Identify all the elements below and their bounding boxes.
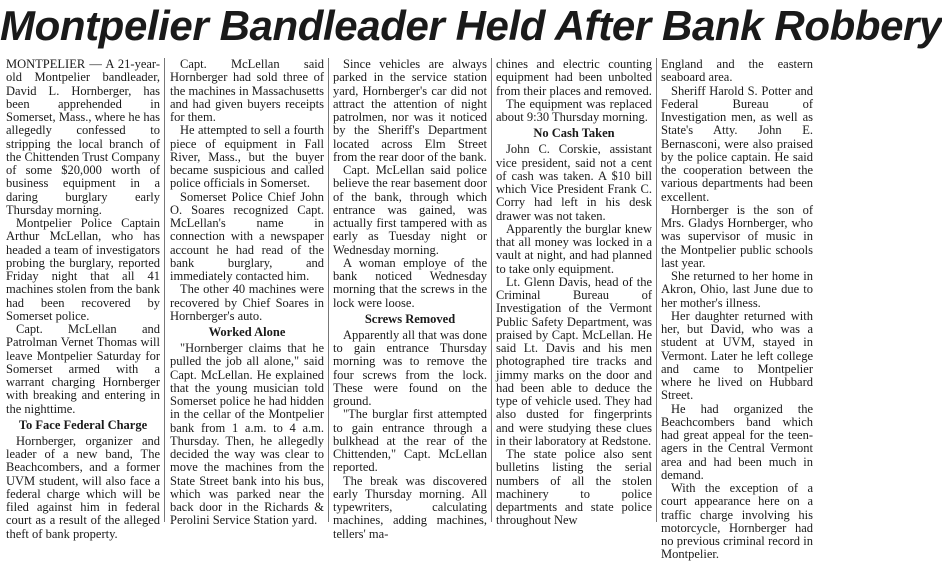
article-column-1 — [6, 57, 160, 541]
paragraph: Since vehicles are always parked in the service station yard, Hornberger's car did not attract the attention of night patrolmen, nor was it noticed by the Sheriff's Department located across Elm Street from the rear door of the bank. — [333, 57, 487, 164]
subhead-federal-charge: To Face Federal Charge — [18, 417, 148, 432]
paragraph: Somerset Police Chief John O. Soares recognized Capt. McLellan's name in connection with a newspaper account he had read of the bank burglary, and immediately contacted him. — [170, 189, 324, 283]
column-rule — [491, 58, 492, 522]
subhead-worked-alone: Worked Alone — [208, 325, 286, 339]
paragraph: Capt. McLellan said police believe the rear basement door of the bank, through which entrance was gained, was actually first tampered with as early as Tuesday night or Wednesday morning. — [333, 163, 487, 257]
paragraph: "The burglar first attempted to gain entrance through a bulkhead at the rear of the Chittenden," Capt. McLellan reported. — [333, 407, 487, 475]
paragraph: Capt. McLellan and Patrolman Vernet Thomas will leave Montpelier Saturday for Somerset armed with a warrant charging Hornberger with breaking and entering in the nighttime. — [6, 322, 160, 416]
column-rule — [656, 58, 657, 522]
article-column-3 — [333, 57, 487, 541]
paragraph: The other 40 machines were recovered by Chief Soares in Hornberger's auto. — [170, 282, 324, 323]
paragraph: Lt. Glenn Davis, head of the Criminal Bureau of Investigation of the Vermont Public Safety Department, was praised by Capt. McLellan. He said Lt. Davis and his men photographed tire tracks and jimmy marks on the door and had been able to deduce the type of vehicle used. They had also dusted for fingerprints and were studying these clues in their laboratory at Redstone. — [496, 274, 652, 448]
paragraph: Apparently all that was done to gain entrance Thursday morning was to remove the four screws from the lock. These were found on the ground. — [333, 327, 487, 408]
paragraph: With the exception of a court appearance here on a traffic charge involving his motorcycle, Hornberger had no previous criminal record in Montpelier. — [661, 481, 813, 562]
paragraph: Montpelier Police Captain Arthur McLellan, who has headed a team of investigators probing the burglary, reported Friday night that all 41 machines stolen from the bank had been recovered by Somerset police. — [6, 216, 160, 323]
headline: Montpelier Bandleader Held After Bank Robbery — [0, 2, 942, 49]
paragraph: MONTPELIER — A 21-year-old Montpelier bandleader, David L. Hornberger, has been apprehended in Somerset, Mass., where he has allegedly confessed to stripping the local branch of the Chittenden Trust Company of some $20,000 worth of business equipment in a daring burglary early Thursday morning. — [6, 57, 160, 217]
column-rule — [164, 58, 165, 522]
article-column-4 — [496, 57, 652, 528]
paragraph: chines and electric counting equipment had been unbolted from their places and removed. — [496, 57, 652, 98]
paragraph: Sheriff Harold S. Potter and Federal Bureau of Investigation men, as well as State's Atty. John E. Bernasconi, were also praised by the police captain. He said the cooperation between the various departments had been excellent. — [661, 83, 813, 204]
article-column-5 — [661, 57, 813, 562]
paragraph: She returned to her home in Akron, Ohio, last June due to her mother's illness. — [661, 269, 813, 310]
paragraph: Hornberger is the son of Mrs. Gladys Hornberger, who was supervisor of music in the Montpelier public schools last year. — [661, 202, 813, 270]
paragraph: Hornberger, organizer and leader of a new band, The Beachcombers, and a former UVM student, will also face a federal charge which will be filed against him in federal court as a result of the alleged theft of bank property. — [6, 433, 160, 541]
paragraph: The break was discovered early Thursday morning. All typewriters, calculating machines, adding machines, tellers' ma- — [333, 473, 487, 541]
paragraph: He had organized the Beachcombers band which had great appeal for the teen-agers in the Central Vermont area and had been much in demand. — [661, 401, 813, 482]
paragraph: Her daughter returned with her, but David, who was a student at UVM, stayed in Vermont. Later he left college and came to Montpelier where he lived on Hubbard Street. — [661, 308, 813, 403]
paragraph: Apparently the burglar knew that all money was locked in a vault at night, and had planned to take only equipment. — [496, 221, 652, 276]
paragraph: He attempted to sell a fourth piece of equipment in Fall River, Mass., but the buyer became suspicious and called police officials in Somerset. — [170, 123, 324, 191]
subhead-screws-removed: Screws Removed — [364, 311, 456, 326]
paragraph: John C. Corskie, assistant vice president, said not a cent of cash was taken. A $10 bill which Vice President Frank C. Corry had left in his desk drawer was not taken. — [496, 142, 652, 223]
column-rule — [328, 58, 329, 522]
paragraph: "Hornberger claims that he pulled the job all alone," said Capt. McLellan. He explained that the young musician told Somerset police he had hidden in the cellar of the Montpelier bank from 1 a.m. to 4 a.m. Thursday. Then, he allegedly decided the way was clear to move the machines from the State Street bank into his bus, which was parked near the back door in the Richards & Perolini Service Station yard. — [170, 341, 324, 528]
paragraph: A woman employe of the bank noticed Wednesday morning that the screws in the lock were loose. — [333, 255, 487, 310]
paragraph: Capt. McLellan said Hornberger had sold three of the machines in Massachusetts and had given buyers receipts for them. — [170, 57, 324, 124]
subhead-no-cash-taken: No Cash Taken — [533, 126, 615, 141]
paragraph: The equipment was replaced about 9:30 Thursday morning. — [496, 96, 652, 124]
paragraph: The state police also sent bulletins listing the serial numbers of all the stolen machinery to police departments and state police throughout New — [496, 447, 652, 528]
paragraph: England and the eastern seaboard area. — [661, 57, 813, 85]
article-column-2 — [170, 57, 324, 528]
